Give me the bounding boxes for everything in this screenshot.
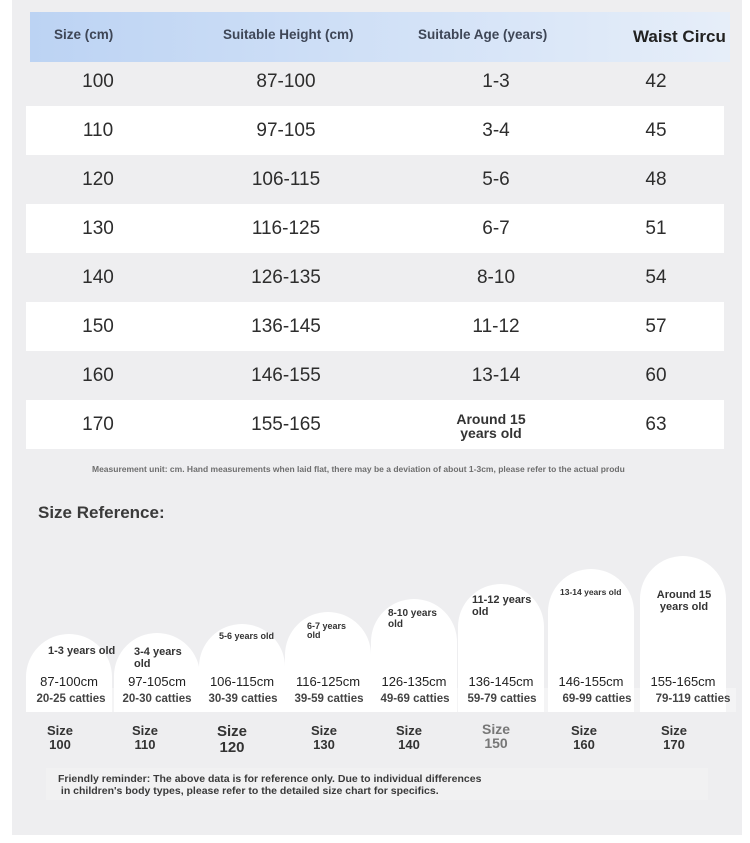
header-height: Suitable Height (cm) <box>223 27 354 42</box>
size-card <box>548 569 634 712</box>
cell-age: 5-6 <box>482 169 510 190</box>
header-size: Size (cm) <box>54 27 114 42</box>
cell-size: 160 <box>82 365 114 386</box>
card-age: 11-12 years old <box>472 594 532 618</box>
cell-age: 1-3 <box>482 71 510 92</box>
size-label-130: Size 130 <box>310 723 337 752</box>
cell-height: 136-145 <box>251 316 321 337</box>
cell-age: 11-12 <box>472 316 520 337</box>
header-waist: Waist Circu <box>633 27 726 46</box>
size-label-120: Size 120 <box>216 723 247 756</box>
card-height: 87-100cm <box>40 674 98 689</box>
table-row <box>26 400 724 449</box>
size-label-150: Size 150 <box>481 721 510 751</box>
cell-height: 116-125 <box>251 218 321 239</box>
cell-waist: 63 <box>645 414 667 435</box>
table-row <box>26 106 724 155</box>
cell-size: 140 <box>82 267 114 288</box>
card-weight: 20-30 catties <box>122 693 192 705</box>
card-height: 155-165cm <box>650 674 716 689</box>
table-row <box>26 302 724 351</box>
table-row <box>26 351 724 400</box>
section-title: Size Reference: <box>38 503 165 522</box>
table-header <box>30 12 730 62</box>
table-row <box>26 155 724 204</box>
size-label-140: Size 140 <box>395 723 422 752</box>
cell-age: 13-14 <box>471 365 521 386</box>
friendly-reminder <box>46 768 708 800</box>
cell-height: 97-105 <box>256 120 316 141</box>
table-row <box>26 253 724 302</box>
cell-age: 6-7 <box>482 218 510 239</box>
card-age: 1-3 years old <box>48 645 116 657</box>
cell-waist: 48 <box>645 169 667 190</box>
size-label-160: Size 160 <box>570 723 597 752</box>
size-label-100: Size 100 <box>46 723 73 752</box>
size-card <box>640 556 726 712</box>
cell-height: 126-135 <box>251 267 321 288</box>
cell-size: 150 <box>82 316 114 337</box>
table-row <box>26 57 724 106</box>
cell-age: 8-10 <box>476 267 516 288</box>
card-height: 97-105cm <box>128 674 186 689</box>
size-chart-panel <box>12 0 742 835</box>
card-weight: 49-69 catties <box>380 693 450 705</box>
card-age: 5-6 years old <box>219 631 275 641</box>
card-weight: 39-59 catties <box>294 693 364 705</box>
cell-size: 110 <box>82 120 114 141</box>
cell-size: 120 <box>82 169 114 190</box>
cell-waist: 57 <box>645 316 667 337</box>
card-age: Around 15 years old <box>656 589 712 613</box>
cell-waist: 51 <box>645 218 667 239</box>
card-weight: 59-79 catties <box>467 693 537 705</box>
cell-height: 87-100 <box>256 71 316 92</box>
cell-waist: 42 <box>645 71 667 92</box>
measurement-note: Measurement unit: cm. Hand measurements when laid flat, there may be a deviation of about 1-3cm, please refer to the actual produ <box>92 464 625 474</box>
cell-size: 170 <box>82 414 114 435</box>
size-label-110: Size 110 <box>131 723 158 752</box>
card-weight: 69-99 catties <box>562 693 632 705</box>
card-weight: 20-25 catties <box>36 693 106 705</box>
cell-waist: 54 <box>645 267 667 288</box>
card-height: 116-125cm <box>295 674 361 689</box>
cell-waist: 60 <box>645 365 667 386</box>
reminder-text: Friendly reminder: The above data is for reference only. Due to individual differences in children's body types, please refer to the detailed size chart for specifics. <box>58 773 482 797</box>
card-age: 6-7 years old <box>307 621 347 641</box>
table-row <box>26 204 724 253</box>
cell-height: 146-155 <box>251 365 321 386</box>
card-age: 8-10 years old <box>388 608 437 630</box>
header-age: Suitable Age (years) <box>418 27 548 42</box>
card-height: 106-115cm <box>209 674 275 689</box>
cell-size: 100 <box>82 71 114 92</box>
card-weight: 30-39 catties <box>208 693 278 705</box>
cell-height: 106-115 <box>251 169 321 190</box>
card-height: 136-145cm <box>468 674 534 689</box>
card-height: 126-135cm <box>381 674 447 689</box>
card-weight: 79-119 catties <box>655 693 731 705</box>
card-height: 146-155cm <box>558 674 624 689</box>
cell-age: Around 15 years old <box>456 411 526 441</box>
card-age: 13-14 years old <box>560 587 622 597</box>
cell-size: 130 <box>82 218 114 239</box>
size-label-170: Size 170 <box>660 723 687 752</box>
card-age: 3-4 years old <box>134 646 182 670</box>
cell-waist: 45 <box>645 120 667 141</box>
cell-age: 3-4 <box>482 120 510 141</box>
cell-height: 155-165 <box>251 414 321 435</box>
